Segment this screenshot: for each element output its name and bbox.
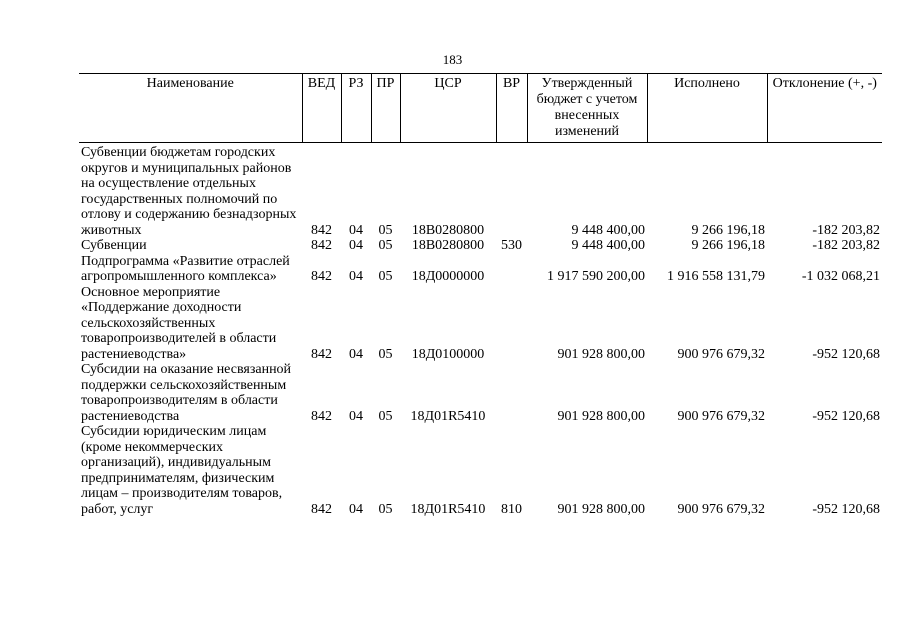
- row-executed: 9 266 196,18: [691, 222, 765, 238]
- row-executed: 900 976 679,32: [677, 501, 765, 517]
- row-name: Субсидии на оказание несвязанной поддержки сельскохозяйственным товаропроизводителям в области растениеводства: [81, 362, 292, 424]
- row-csr: 18Д01R5410: [410, 501, 486, 517]
- row-executed: 1 916 558 131,79: [667, 269, 765, 284]
- row-vr: [496, 285, 527, 363]
- row-csr: 18Д0000000: [411, 269, 485, 284]
- header-executed: Исполнено: [647, 74, 767, 143]
- row-ved: 842: [311, 238, 332, 253]
- row-vr: [496, 254, 527, 285]
- row-rz: 04: [349, 501, 363, 517]
- row-csr: 18В0280800: [411, 238, 485, 253]
- row-deviation: -952 120,68: [812, 501, 880, 517]
- row-vr: [496, 143, 527, 239]
- row-rz: 04: [349, 408, 363, 424]
- page-number: 183: [442, 52, 463, 67]
- header-vr: ВР: [496, 74, 527, 143]
- row-deviation: -952 120,68: [812, 408, 880, 424]
- header-approved-budget: Утвержденный бюджет с учетом внесенных изменений: [527, 74, 647, 143]
- row-executed: 9 266 196,18: [691, 238, 765, 253]
- row-deviation: -952 120,68: [812, 346, 880, 362]
- header-name: Наименование: [79, 74, 302, 143]
- row-pr: 05: [378, 222, 393, 238]
- row-rz: 04: [349, 269, 363, 284]
- row-rz: 04: [349, 346, 363, 362]
- row-ved: 842: [311, 408, 332, 424]
- header-csr: ЦСР: [400, 74, 496, 143]
- header-deviation: Отклонение (+, -): [767, 74, 882, 143]
- table-row: [79, 143, 882, 239]
- row-deviation: -182 203,82: [812, 238, 880, 253]
- row-name: Подпрограмма «Развитие отраслей агропромышленного комплекса»: [81, 253, 290, 284]
- row-approved: 901 928 800,00: [557, 346, 645, 362]
- row-ved: 842: [311, 269, 332, 284]
- header-pr: ПР: [371, 74, 400, 143]
- table-row: [79, 285, 882, 363]
- row-pr: 05: [378, 238, 393, 253]
- row-executed: 900 976 679,32: [677, 346, 765, 362]
- row-ved: 842: [311, 222, 332, 238]
- row-name: Субвенции бюджетам городских округов и муниципальных районов на осуществление отдельных государственных полномочий по отлову и содержанию безнадзорных животных: [81, 145, 297, 238]
- table-row: [79, 362, 882, 424]
- row-pr: 05: [378, 269, 393, 284]
- row-csr: 18В0280800: [411, 222, 485, 238]
- row-approved: 901 928 800,00: [557, 501, 645, 517]
- header-rz: РЗ: [341, 74, 371, 143]
- budget-execution-table: [79, 73, 882, 517]
- row-approved: 1 917 590 200,00: [547, 269, 645, 284]
- table-row: [79, 254, 882, 285]
- row-ved: 842: [311, 501, 332, 517]
- header-ved: ВЕД: [302, 74, 341, 143]
- row-approved: 901 928 800,00: [557, 408, 645, 424]
- row-approved: 9 448 400,00: [571, 238, 645, 253]
- row-vr: 530: [501, 238, 522, 253]
- table-row: [79, 238, 882, 254]
- row-deviation: -182 203,82: [812, 222, 880, 238]
- row-pr: 05: [378, 346, 393, 362]
- row-approved: 9 448 400,00: [571, 222, 645, 238]
- row-ved: 842: [311, 346, 332, 362]
- row-deviation: -1 032 068,21: [801, 269, 880, 284]
- row-name: Субсидии юридическим лицам (кроме некоммерческих организаций), индивидуальным предпринимателям, физическим лицам – производителям товаров, работ, услуг: [81, 424, 283, 517]
- row-executed: 900 976 679,32: [677, 408, 765, 424]
- row-pr: 05: [378, 501, 393, 517]
- row-vr: [496, 362, 527, 424]
- row-pr: 05: [378, 408, 393, 424]
- row-csr: 18Д0100000: [411, 346, 485, 362]
- row-rz: 04: [349, 222, 363, 238]
- row-csr: 18Д01R5410: [410, 408, 486, 424]
- table-row: [79, 424, 882, 517]
- row-name: Субвенции: [81, 238, 147, 253]
- row-vr: 810: [501, 501, 522, 517]
- header-row: [79, 74, 882, 143]
- row-name: Основное мероприятие «Поддержание доходности сельскохозяйственных товаропроизводителей в области растениеводства»: [81, 284, 277, 362]
- row-rz: 04: [349, 238, 363, 253]
